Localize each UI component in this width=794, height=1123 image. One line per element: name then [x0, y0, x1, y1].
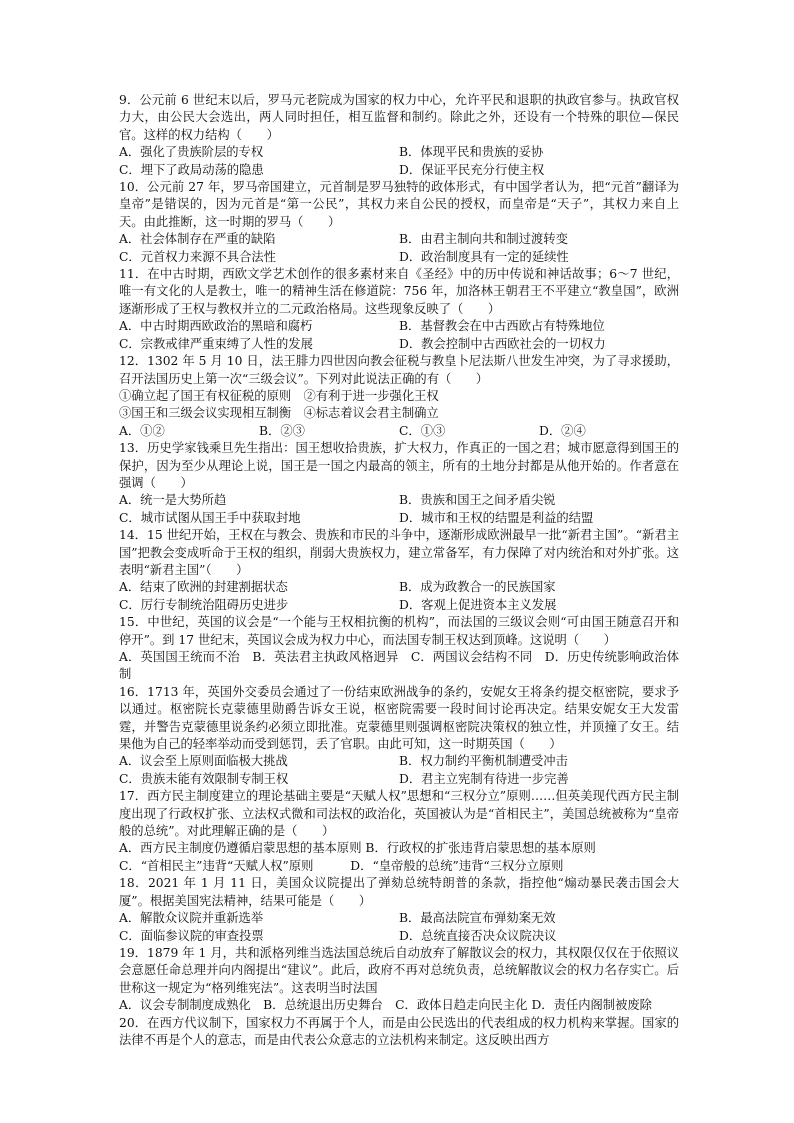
question-stem: 20．在西方代议制下，国家权力不再属于个人，而是由公民选出的代表组成的权力机构来掌握。国家的法律不再是个人的意志，而是由代表公众意志的立法机构来制定。这反映出西方: [119, 1015, 679, 1047]
answer-option[interactable]: D．总统直接否决众议院决议: [399, 928, 557, 943]
statement-line: ①确立起了国王有权征税的原则 ②有利于进一步强化王权: [119, 388, 439, 403]
question-block: [119, 875, 679, 945]
option-row: [119, 771, 679, 788]
answer-option[interactable]: D．君主立宪制有待进一步完善: [399, 771, 569, 786]
answer-option[interactable]: D．政治制度具有一定的延续性: [399, 249, 569, 264]
answer-option[interactable]: B．②③: [259, 423, 305, 438]
option-row: [119, 597, 679, 614]
answer-option[interactable]: C．宗教戒律严重束缚了人性的发展: [119, 336, 313, 351]
question-stem: 19．1879 年 1 月，共和派格列维当选法国总统后自动放弃了解散议会的权力，其权限仅仅在于依照议会意愿任命总理并向内阁提出“建议”。此后，政府不再对总统负责，总统解散议会的权力名存实亡。后世称这一规定为“格列维宪法”。这表明当时法国: [119, 945, 679, 995]
option-row: [119, 753, 679, 770]
answer-options-inline[interactable]: A．英国国王统而不治 B．英法君主执政风格迥异 C．两国议会结构不同 D．历史传统影响政治体制: [119, 650, 679, 682]
answer-option[interactable]: C．元首权力来源不具合法性: [119, 249, 276, 264]
answer-option[interactable]: A．统一是大势所趋: [119, 493, 227, 508]
answer-option[interactable]: B．体现平民和贵族的妥协: [399, 145, 544, 160]
answer-option[interactable]: C．厉行专制统治阻碍历史进步: [119, 597, 289, 612]
answer-option[interactable]: D．城市和王权的结盟是利益的结盟: [399, 510, 594, 525]
question-stem: 18．2021 年 1 月 11 日，美国众议院提出了弹劾总统特朗普的条款，指控他“煽动暴民袭击国会大厦”。根据美国宪法精神，结果可能是（ ）: [119, 876, 679, 908]
answer-option-line[interactable]: A．西方民主制度仍遵循启蒙思想的基本原则 B．行政权的扩张违背启蒙思想的基本原则: [119, 841, 596, 856]
question-stem: 16．1713 年，英国外交委员会通过了一份结束欧洲战争的条约，安妮女王将条约提交枢密院，要求予以通过。枢密院长克蒙德里勋爵告诉女王说，枢密院需要一段时间讨论再决定。结果安妮女王大发雷霆，并警告克蒙德里说条约必须立即批准。克蒙德里则强调枢密院决策权的独立性，并顶撞了女王。结果他为自己的轻率举动而受到惩罚，丢了官职。由此可知，这一时期英国（ ）: [119, 684, 679, 752]
answer-option[interactable]: D．保证平民充分行使主权: [399, 162, 545, 177]
option-row: [119, 910, 679, 927]
option-row: [119, 579, 679, 596]
answer-option[interactable]: D．②④: [539, 423, 586, 438]
answer-option[interactable]: C．贵族未能有效限制专制王权: [119, 771, 289, 786]
answer-option[interactable]: C．城市试图从国王手中获取封地: [119, 510, 301, 525]
answer-option[interactable]: A．结束了欧洲的封建割据状态: [119, 580, 288, 595]
option-row: [119, 423, 679, 440]
answer-option[interactable]: D．教会控制中古西欧社会的一切权力: [399, 336, 606, 351]
answer-options-inline[interactable]: A．议会专制制度成熟化 B．总统退出历史舞台 C．政体日趋走向民主化 D．责任内阁制被废除: [119, 998, 652, 1013]
answer-option[interactable]: B．权力制约平衡机制遭受冲击: [399, 754, 568, 769]
question-block: [119, 440, 679, 527]
option-row: [119, 492, 679, 509]
answer-option[interactable]: A．议会至上原则面临极大挑战: [119, 754, 288, 769]
answer-option[interactable]: C．①③: [399, 423, 446, 438]
question-stem: 10．公元前 27 年，罗马帝国建立，元首制是罗马独特的政体形式，有中国学者认为，把“元首”翻译为皇帝”是错误的，因为元首是“第一公民”，其权力来自公民的授权，而皇帝是“天子”，其权力来自上天。由此推断，这一时期的罗马（ ）: [119, 180, 679, 229]
question-block: [119, 1015, 679, 1050]
question-stem: 13．历史学家钱乘旦先生指出：国王想收拾贵族，扩大权力，作真正的一国之君；城市愿意得到国王的保护，因为至少从理论上说，国王是一国之内最高的领主，所有的土地分封都是从他开始的。作者意在强调（ ）: [119, 441, 679, 490]
option-row: [119, 336, 679, 353]
answer-option[interactable]: B．基督教会在中古西欧占有特殊地位: [399, 319, 605, 334]
option-row: [119, 162, 679, 179]
option-row: [119, 510, 679, 527]
question-block: [119, 788, 679, 875]
answer-option[interactable]: A．①②: [119, 423, 165, 438]
question-stem: 15．中世纪，英国的议会是“一个能与王权相抗衡的机构”，而法国的三级议会则“可由国王随意召开和停开”。到 17 世纪末，英国议会成为权力中心，而法国专制王权达到顶峰。这说明（ ）: [119, 615, 679, 647]
question-block: [119, 92, 679, 179]
answer-option[interactable]: A．强化了贵族阶层的专权: [119, 145, 264, 160]
answer-option[interactable]: C．埋下了政局动荡的隐患: [119, 162, 264, 177]
question-list: [119, 92, 679, 1049]
question-block: [119, 945, 679, 1015]
answer-option[interactable]: B．贵族和国王之间矛盾尖锐: [399, 493, 556, 508]
question-stem: 14．15 世纪开始，王权在与教会、贵族和市民的斗争中，逐渐形成欧洲最早一批“新君主国”。“新君主国”把教会变成听命于王权的组织，削弱大贵族权力，建立常备军，有力保障了对内统治和对外扩张。这表明“新君主国”（ ）: [119, 528, 679, 577]
question-block: [119, 614, 679, 684]
option-row: [119, 144, 679, 161]
question-stem: 11．在中古时期，西欧文学艺术创作的很多素材来自《圣经》中的历中传说和神话故事；6～7 世纪，唯一有文化的人是教士，唯一的精神生活在修道院：756 年，加洛林王朝君王不平建立“教皇国”，欧洲逐渐形成了王权与教权并立的二元政治格局。这些现象反映了（ ）: [119, 267, 679, 316]
question-stem: 12．1302 年 5 月 10 日，法王腓力四世因向教会征税与教皇卜尼法斯八世发生冲突，为了寻求援助，召开法国历史上第一次“三级会议”。下列对此说法正确的有（ ）: [119, 354, 679, 386]
question-stem: 9．公元前 6 世纪末以后，罗马元老院成为国家的权力中心，允许平民和退职的执政官参与。执政官权力大，由公民大会选出，两人同时担任，相互监督和制约。除此之外，还设有一个特殊的职位—保民官。这样的权力结构（ ）: [119, 93, 679, 142]
answer-option[interactable]: B．由君主制向共和制过渡转变: [399, 232, 568, 247]
answer-option[interactable]: A．中古时期西欧政治的黑暗和腐朽: [119, 319, 313, 334]
option-row: [119, 928, 679, 945]
question-block: [119, 266, 679, 353]
answer-option-line[interactable]: C．“首相民主”违背“天赋人权”原则 D．“皇帝般的总统”违背“三权分立原则: [119, 858, 564, 873]
answer-option[interactable]: A．解散众议院并重新选举: [119, 911, 264, 926]
option-row: [119, 318, 679, 335]
answer-option[interactable]: D．客观上促进资本主义发展: [399, 597, 557, 612]
question-block: [119, 353, 679, 440]
question-block: [119, 527, 679, 614]
answer-option[interactable]: C．面临参议院的审查投票: [119, 928, 264, 943]
answer-option[interactable]: A．社会体制存在严重的缺陷: [119, 232, 276, 247]
question-block: [119, 179, 679, 266]
answer-option[interactable]: B．成为政教合一的民族国家: [399, 580, 556, 595]
option-row: [119, 231, 679, 248]
option-row: [119, 249, 679, 266]
question-stem: 17．西方民主制度建立的理论基础主要是“天赋人权”思想和“三权分立”原则……但英美现代西方民主制度出现了行政权扩张、立法权式微和司法权的政治化，英国被认为是“首相民主”，美国总统被称为“皇帝般的总统”。对此理解正确的是（ ）: [119, 789, 679, 839]
question-block: [119, 684, 679, 788]
statement-line: ③国王和三级会议实现相互制衡 ④标志着议会君主制确立: [119, 406, 439, 421]
answer-option[interactable]: B．最高法院宣布弹劾案无效: [399, 911, 556, 926]
